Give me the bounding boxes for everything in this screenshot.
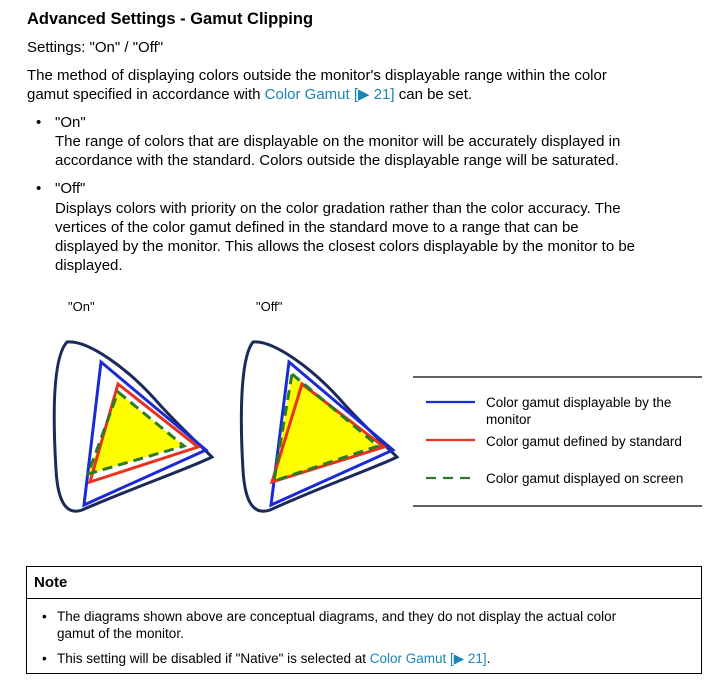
- diagram-off: [241, 342, 397, 511]
- note-header: [27, 567, 701, 599]
- legend-monitor-label-2: monitor: [486, 412, 532, 427]
- bullet-off-body-1: Displays colors with priority on the color gradation rather than the color accuracy. The: [55, 200, 621, 217]
- note-box: [26, 566, 702, 674]
- bullet-on-body-1: The range of colors that are displayable on the monitor will be accurately displayed in: [55, 133, 621, 150]
- note-bullet-dot: •: [42, 651, 47, 666]
- section-title: Advanced Settings - Gamut Clipping: [27, 10, 314, 28]
- bullet-on-body-2: accordance with the standard. Colors outside the displayable range will be saturated.: [55, 152, 619, 169]
- intro-line-1: The method of displaying colors outside the monitor's displayable range within the color: [27, 67, 607, 84]
- bullet-off-head: "Off": [55, 180, 86, 197]
- note-bullet-dot: •: [42, 609, 47, 624]
- bullet-off-body-4: displayed.: [55, 257, 123, 274]
- note-color-gamut-link[interactable]: Color Gamut [▶ 21]: [369, 651, 487, 666]
- diagram-on-label: "On": [68, 299, 95, 314]
- note-item-2-text: This setting will be disabled if "Native" is selected at: [57, 651, 370, 666]
- bullet-off-body-3: displayed by the monitor. This allows the closest colors displayable by the monitor to be: [55, 238, 636, 255]
- note-item-2: [57, 650, 687, 667]
- note-item-2-end: .: [486, 651, 491, 666]
- note-item-1-line-2: gamut of the monitor.: [57, 626, 184, 641]
- color-gamut-link[interactable]: Color Gamut [▶ 21]: [264, 86, 395, 103]
- legend-monitor-label-1: Color gamut displayable by the: [486, 395, 672, 410]
- legend-screen-label: Color gamut displayed on screen: [486, 471, 684, 486]
- note-item-1-line-1: The diagrams shown above are conceptual diagrams, and they do not display the actual color: [57, 609, 617, 624]
- diagram-on: [54, 342, 212, 511]
- settings-line: Settings: "On" / "Off": [27, 39, 164, 56]
- intro-text-end: can be set.: [394, 86, 473, 103]
- bullet-dot: •: [36, 180, 42, 197]
- legend-standard-label: Color gamut defined by standard: [486, 434, 682, 449]
- bullet-dot: •: [36, 114, 42, 131]
- diagram-off-label: "Off": [256, 299, 283, 314]
- note-title: Note: [34, 574, 68, 591]
- intro-text: gamut specified in accordance with: [27, 86, 265, 103]
- bullet-on-head: "On": [55, 114, 86, 131]
- bullet-off-body-2: vertices of the color gamut defined in the standard move to a range that can be: [55, 219, 579, 236]
